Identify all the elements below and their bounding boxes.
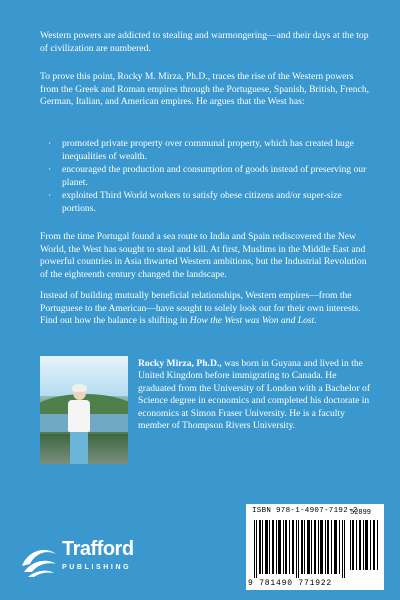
bullet-item	[48, 190, 372, 215]
bullet-text: promoted private property over communal property, which has created huge inequalities of wealth.	[62, 138, 354, 162]
closing-paragraph	[40, 290, 372, 328]
author-bio	[138, 358, 372, 432]
bullet-text: encouraged the production and consumption of goods instead of preserving our planet.	[62, 164, 367, 188]
author-name: Rocky Mirza, Ph.D.,	[138, 358, 222, 369]
publisher-name: Trafford	[62, 538, 134, 560]
history-paragraph: From the time Portugal found a sea route to India and Spain rediscovered the New World, the West has sought to steal and kill. At first, Muslims in the Middle East and powerful countries in Asia thwarted Western ambitions, but the Industrial Revolution of the eighteenth century changed the landscape.	[40, 231, 367, 280]
closing-text: Instead of building mutually beneficial relationships, Western empires—from the Portuguese to the American—have sought to solely look out for their own interests. Find out how the balance is shifting in	[40, 290, 361, 327]
bullet-item	[48, 138, 372, 163]
supplement-number: 52899	[350, 509, 372, 517]
book-title: How the West was Won and Lost.	[189, 315, 317, 327]
bullet-dot-icon: ·	[48, 138, 52, 149]
author-photo	[40, 356, 128, 464]
publisher-sub: PUBLISHING	[62, 564, 132, 571]
bullet-dot-icon: ·	[48, 164, 52, 175]
author-bio-text: was born in Guyana and lived in the United Kingdom before immigrating to Canada. He graduated from the University of London with a Bachelor of Science degree in economics and completed his doctorate in economics at Simon Fraser University. He is a faculty member of Thompson Rivers University.	[138, 358, 371, 432]
supplement-barcode	[350, 520, 380, 570]
bullet-text: exploited Third World workers to satisfy obese citizens and/or super-size portions.	[62, 190, 342, 214]
intro-paragraph: Western powers are addicted to stealing and warmongering—and their days at the top of civilization are numbered.	[40, 30, 369, 54]
bullet-item	[48, 164, 372, 189]
thesis-paragraph: To prove this point, Rocky M. Mirza, Ph.D., traces the rise of the Western powers from the Greek and Roman empires through the Portuguese, Spanish, British, French, German, Italian, and American empires. He argues that the West has:	[40, 71, 370, 108]
bullet-dot-icon: ·	[48, 190, 52, 201]
ean-digits: 9 781490 771922	[248, 579, 333, 588]
publisher-logo	[18, 536, 134, 584]
trafford-wave-icon	[18, 536, 60, 580]
isbn-label: ISBN 978-1-4907-7192-2	[252, 507, 358, 515]
barcode-box	[246, 504, 384, 590]
ean-barcode	[254, 520, 346, 578]
